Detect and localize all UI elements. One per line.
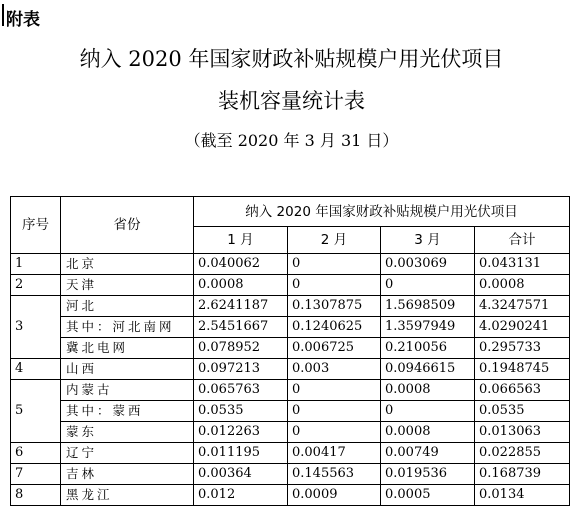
month1-cell: 0.00364 [194, 464, 288, 485]
annex-label: 附表 [6, 10, 40, 30]
month3-cell: 0.0008 [381, 380, 475, 401]
month3-cell: 0 [381, 275, 475, 296]
month2-cell: 0 [288, 254, 381, 275]
province-cell: 其中：河北南网 [61, 317, 194, 338]
month1-cell: 0.011195 [194, 443, 288, 464]
row-number: 4 [11, 359, 61, 380]
month2-cell: 0.1307875 [288, 296, 381, 317]
month3-cell: 0.0946615 [381, 359, 475, 380]
row-number: 1 [11, 254, 61, 275]
month3-cell: 0.0008 [381, 422, 475, 443]
province-cell: 黑龙江 [61, 485, 194, 506]
table-row [11, 359, 570, 380]
total-cell: 0.295733 [475, 338, 570, 359]
province-cell: 其中：蒙西 [61, 401, 194, 422]
total-cell: 0.0008 [475, 275, 570, 296]
page-subtitle: （截至 2020 年 3 月 31 日） [184, 131, 399, 150]
total-cell: 0.043131 [475, 254, 570, 275]
month2-cell: 0 [288, 401, 381, 422]
total-cell: 0.066563 [475, 380, 570, 401]
total-cell: 4.0290241 [475, 317, 570, 338]
table-row [11, 275, 570, 296]
total-cell: 0.0134 [475, 485, 570, 506]
header-group: 纳入 2020 年国家财政补贴规模户用光伏项目 [194, 197, 570, 227]
month2-cell: 0.006725 [288, 338, 381, 359]
month1-cell: 2.5451667 [194, 317, 288, 338]
table-row [11, 380, 570, 401]
header-month-3: 3 月 [381, 227, 475, 254]
header-month-1: 1 月 [194, 227, 288, 254]
province-cell: 天津 [61, 275, 194, 296]
month3-cell: 1.3597949 [381, 317, 475, 338]
month3-cell: 0.0005 [381, 485, 475, 506]
month2-cell: 0 [288, 275, 381, 296]
province-cell: 辽宁 [61, 443, 194, 464]
row-number: 6 [11, 443, 61, 464]
total-cell: 0.0535 [475, 401, 570, 422]
month1-cell: 0.065763 [194, 380, 288, 401]
page-title-line1: 纳入 2020 年国家财政补贴规模户用光伏项目 [79, 47, 504, 71]
table-row [11, 296, 570, 317]
row-number: 3 [11, 296, 61, 359]
month2-cell: 0 [288, 422, 381, 443]
total-cell: 0.1948745 [475, 359, 570, 380]
month2-cell: 0.00417 [288, 443, 381, 464]
total-cell: 0.022855 [475, 443, 570, 464]
month1-cell: 0.0008 [194, 275, 288, 296]
month1-cell: 0.078952 [194, 338, 288, 359]
month3-cell: 0.019536 [381, 464, 475, 485]
row-number: 8 [11, 485, 61, 506]
header-month-2: 2 月 [288, 227, 381, 254]
province-cell: 山西 [61, 359, 194, 380]
table-body [11, 254, 570, 506]
month2-cell: 0.1240625 [288, 317, 381, 338]
province-cell: 北京 [61, 254, 194, 275]
table-row [11, 422, 570, 443]
month3-cell: 0.003069 [381, 254, 475, 275]
province-cell: 蒙东 [61, 422, 194, 443]
month3-cell: 0.00749 [381, 443, 475, 464]
total-cell: 4.3247571 [475, 296, 570, 317]
total-cell: 0.168739 [475, 464, 570, 485]
province-cell: 冀北电网 [61, 338, 194, 359]
month2-cell: 0.145563 [288, 464, 381, 485]
total-cell: 0.013063 [475, 422, 570, 443]
month1-cell: 0.040062 [194, 254, 288, 275]
month2-cell: 0.0009 [288, 485, 381, 506]
row-number: 2 [11, 275, 61, 296]
page-title-line2: 装机容量统计表 [218, 89, 365, 113]
header-no: 序号 [11, 197, 61, 254]
month3-cell: 1.5698509 [381, 296, 475, 317]
row-number: 7 [11, 464, 61, 485]
text-cursor [2, 4, 4, 26]
month2-cell: 0.003 [288, 359, 381, 380]
table-row [11, 464, 570, 485]
month3-cell: 0 [381, 401, 475, 422]
table-row [11, 401, 570, 422]
month1-cell: 0.0535 [194, 401, 288, 422]
capacity-table [10, 196, 570, 506]
table-row [11, 443, 570, 464]
month1-cell: 0.012 [194, 485, 288, 506]
month1-cell: 0.012263 [194, 422, 288, 443]
header-province: 省份 [61, 197, 194, 254]
header-total: 合计 [475, 227, 570, 254]
table-row [11, 485, 570, 506]
month1-cell: 2.6241187 [194, 296, 288, 317]
table-row [11, 338, 570, 359]
row-number: 5 [11, 380, 61, 443]
province-cell: 河北 [61, 296, 194, 317]
province-cell: 吉林 [61, 464, 194, 485]
table-row [11, 317, 570, 338]
month3-cell: 0.210056 [381, 338, 475, 359]
province-cell: 内蒙古 [61, 380, 194, 401]
month1-cell: 0.097213 [194, 359, 288, 380]
month2-cell: 0 [288, 380, 381, 401]
table-row [11, 254, 570, 275]
